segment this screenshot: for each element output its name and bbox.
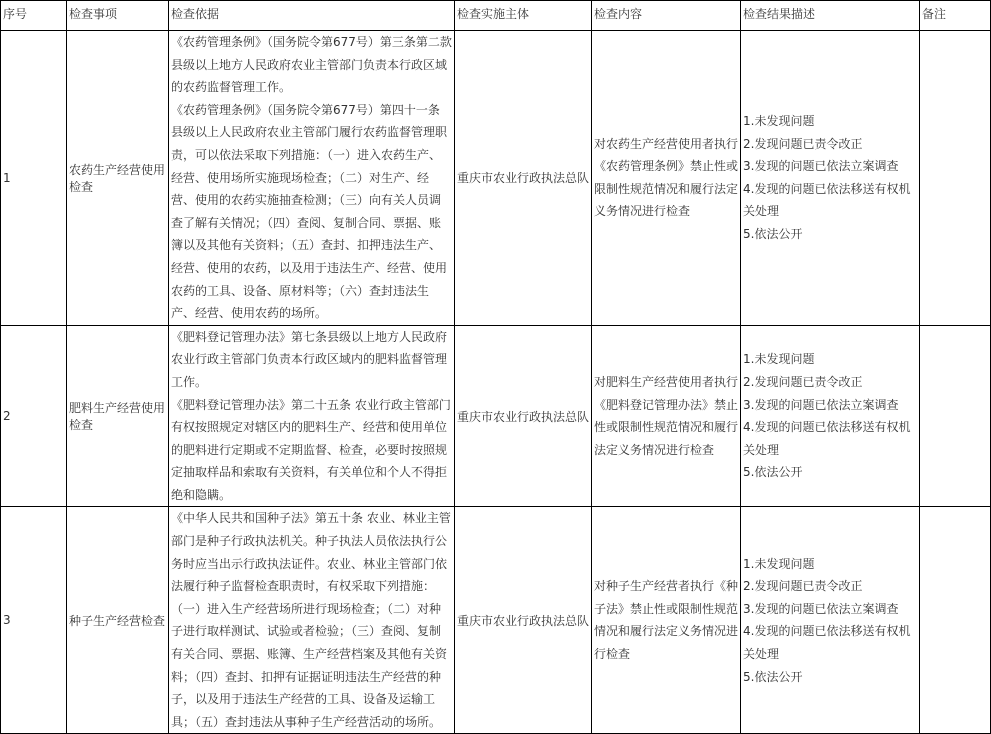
row-num: 3 [1, 507, 67, 734]
row-num: 2 [1, 325, 67, 507]
header-subject: 检查实施主体 [455, 1, 592, 31]
row-item: 肥料生产经营使用检查 [67, 325, 169, 507]
result-item: 1.未发现问题 [743, 556, 815, 571]
row-content: 对肥料生产经营使用者执行《肥料登记管理办法》禁止性或限制性规范情况和履行法定义务情况进行检查 [592, 325, 741, 507]
row-item: 农药生产经营使用检查 [67, 31, 169, 326]
basis-paragraph: 《肥料登记管理办法》第二十五条 农业行政主管部门有权按照规定对辖区内的肥料生产、经营和使用单位的肥料进行定期或不定期监督、检查，必要时按照规定抽取样品和索取有关资料，有关单位和个人不得拒绝和隐瞒。 [171, 397, 451, 502]
result-item: 3.发现的问题已依法立案调查 [743, 601, 899, 616]
header-results: 检查结果描述 [741, 1, 920, 31]
row-results [741, 31, 920, 326]
result-item: 5.依法公开 [743, 669, 803, 684]
header-item: 检查事项 [67, 1, 169, 31]
result-item: 3.发现的问题已依法立案调查 [743, 159, 899, 174]
row-remark [920, 31, 991, 326]
basis-paragraph: 《中华人民共和国种子法》第五十条 农业、林业主管部门是种子行政执法机关。种子执法人员依法执行公务时应当出示行政执法证件。农业、林业主管部门依法履行种子监督检查职责时，有权采取下列措施：（一）进入生产经营场所进行现场检查；（二）对种子进行取样测试、试验或者检验；（三）查阅、复制有关合同、票据、账簿、生产经营档案及其他有关资料；（四）查封、扣押有证据证明违法生产经营的种子，以及用于违法生产经营的工具、设备及运输工具；（五）查封违法从事种子生产经营活动的场所。 [171, 511, 451, 729]
row-content: 对种子生产经营者执行《种子法》禁止性或限制性规范情况和履行法定义务情况进行检查 [592, 507, 741, 734]
row-item: 种子生产经营检查 [67, 507, 169, 734]
header-content: 检查内容 [592, 1, 741, 31]
header-basis: 检查依据 [169, 1, 455, 31]
row-results [741, 325, 920, 507]
row-remark [920, 507, 991, 734]
row-subject: 重庆市农业行政执法总队 [455, 325, 592, 507]
row-remark [920, 325, 991, 507]
row-basis [169, 325, 455, 507]
row-content: 对农药生产经营使用者执行《农药管理条例》禁止性或限制性规范情况和履行法定义务情况进行检查 [592, 31, 741, 326]
result-item: 2.发现问题已责令改正 [743, 374, 863, 389]
basis-paragraph: 《肥料登记管理办法》第七条县级以上地方人民政府农业行政主管部门负责本行政区域内的肥料监督管理工作。 [171, 329, 448, 389]
row-subject: 重庆市农业行政执法总队 [455, 31, 592, 326]
table-row [1, 31, 991, 326]
result-item: 4.发现的问题已依法移送有权机关处理 [743, 181, 911, 219]
row-results [741, 507, 920, 734]
result-item: 1.未发现问题 [743, 114, 815, 129]
row-basis [169, 31, 455, 326]
row-subject: 重庆市农业行政执法总队 [455, 507, 592, 734]
result-item: 2.发现问题已责令改正 [743, 136, 863, 151]
result-item: 5.依法公开 [743, 465, 803, 480]
result-item: 4.发现的问题已依法移送有权机关处理 [743, 420, 911, 457]
basis-paragraph: 《农药管理条例》（国务院令第677号）第三条第二款 县级以上地方人民政府农业主管部门负责本行政区域的农药监督管理工作。 [171, 35, 452, 95]
header-row [1, 1, 991, 31]
basis-paragraph: 《农药管理条例》（国务院令第677号）第四十一条 县级以上人民政府农业主管部门履行农药监督管理职责，可以依法采取下列措施：（一）进入农药生产、经营、使用场所实施现场检查；（二）对生产、经营、使用的农药实施抽查检测；（三）向有关人员调查了解有关情况；（四）查阅、复制合同、票据、账簿以及其他有关资料；（五）查封、扣押违法生产、经营、使用的农药，以及用于违法生产、经营、使用农药的工具、设备、原材料等；（六）查封违法生产、经营、使用农药的场所。 [171, 102, 448, 321]
result-item: 1.未发现问题 [743, 352, 815, 367]
result-item: 5.依法公开 [743, 227, 803, 242]
result-item: 3.发现的问题已依法立案调查 [743, 397, 899, 412]
header-num: 序号 [1, 1, 67, 31]
row-num: 1 [1, 31, 67, 326]
result-item: 4.发现的问题已依法移送有权机关处理 [743, 624, 911, 662]
table-row [1, 325, 991, 507]
row-basis [169, 507, 455, 734]
table-row [1, 507, 991, 734]
header-remark: 备注 [920, 1, 991, 31]
result-item: 2.发现问题已责令改正 [743, 579, 863, 594]
